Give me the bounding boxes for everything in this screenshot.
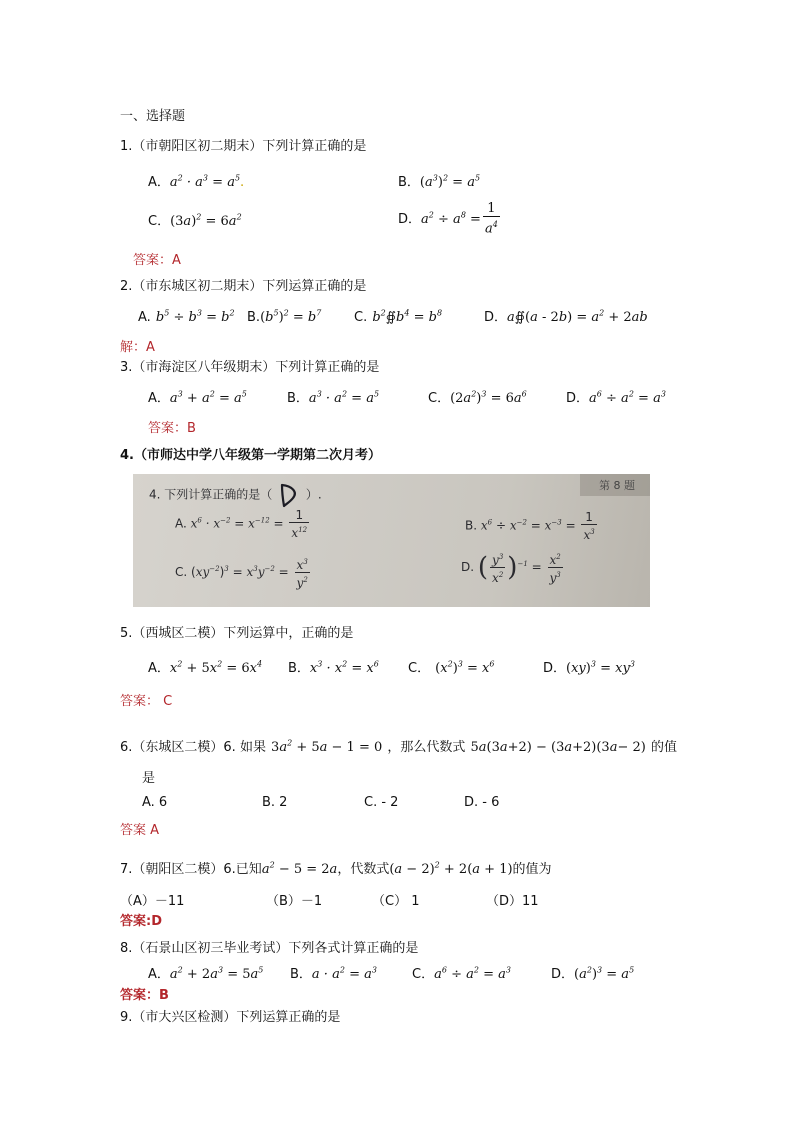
q5-answer: 答案： C [120,694,173,709]
q1-option-d: D．$a^2 \div a^8$ = $\frac{1}{a^4}$ [398,201,498,237]
q6-option-a: A. 6 [142,795,168,810]
q8-answer: 答案：B [120,988,169,1003]
q5-option-b: B．$x^3 \cdot x^2 = x^6$ [288,659,379,676]
question-1-stem: 1.（市朝阳区初二期末）下列计算正确的是 [120,139,367,154]
photo-option-d: D. ( $\frac{y^3}{x^2}$ )$^{-1}$ = $\frac{x^2}{y^3}$ [461,550,565,585]
q5-option-d: D．$(xy)^3 = xy^3$ [543,659,635,676]
question-6-stem-cont: 是 [142,771,156,786]
q1-option-c: C．$(3a)^2 = 6a^2$ [148,212,242,229]
question-4-photo [133,474,650,607]
q6-option-c: C. - 2 [364,795,399,810]
q2-option-a: A. $b^5 \div b^3 = b^2$ [138,308,235,325]
q2-option-c: C. $b^2∯b^4 = b^8$ [354,308,443,325]
q5-option-a: A．$x^2 + 5x^2 = 6x^4$ [148,659,263,676]
question-6-stem: 6.（东城区二模）6. 如果 $3a^2 + 5a - 1 = 0$ ，那么代数式 5a(3a+2) − (3a+2)(3a− 2) 的值 [120,738,677,755]
q7-answer: 答案:D [120,914,162,929]
photo-option-c: C. $(xy^{-2})^3 = x^3y^{-2}$ = $\frac{x^3}{y^2}$ [175,555,312,590]
q7-option-b: （B）－1 [266,894,323,909]
q1-option-b: B．$(a^3)^2 = a^5$ [398,173,481,190]
question-7-stem: 7.（朝阳区二模）6.已知$a^2 - 5 = 2a$，代数式$(a - 2)^2 + 2(a + 1)$的值为 [120,860,552,877]
question-3-stem: 3.（市海淀区八年级期末）下列计算正确的是 [120,360,380,375]
q3-option-a: A．$a^3 + a^2 = a^5$ [148,389,247,406]
q6-answer: 答案 A [120,823,160,838]
q2-answer: 解：A [120,340,155,355]
q2-option-d: D．a∯(a - $2b) = a^2 + 2ab$ [484,308,648,325]
q7-option-a: （A）－11 [120,894,185,909]
photo-option-b: B. $x^6 \div x^{-2} = x^{-3}$ = $\frac{1}{x^3}$ [465,510,595,542]
photo-question-text: 4. 下列计算正确的是（ ）. [149,482,322,508]
section-title: 一、选择题 [120,109,186,124]
photo-corner-label: 第 8 题 [599,479,635,492]
q3-option-c: C．$(2a^2)^3 = 6a^6$ [428,389,527,406]
handwritten-d-mark [276,482,302,508]
question-9-stem: 9.（市大兴区检测）下列运算正确的是 [120,1010,341,1025]
q6-option-b: B. 2 [262,795,288,810]
q8-option-d: D．$(a^2)^3 = a^5$ [551,965,635,982]
q5-option-c: C． $(x^2)^3 = x^6$ [408,659,495,676]
q3-option-d: D．$a^6 \div a^2 = a^3$ [566,389,666,406]
q7-option-d: （D）11 [486,894,539,909]
question-5-stem: 5.（西城区二模）下列运算中，正确的是 [120,626,354,641]
q8-option-c: C．$a^6 \div a^2 = a^3$ [412,965,511,982]
question-2-stem: 2.（市东城区初二期末）下列运算正确的是 [120,279,367,294]
q1-option-a: A．$a^2 \cdot a^3 = a^5$. [148,173,245,190]
q7-option-c: （C） 1 [372,894,420,909]
q8-option-a: A．$a^2 + 2a^3 = 5a^5$ [148,965,264,982]
q6-option-d: D. - 6 [464,795,500,810]
question-8-stem: 8.（石景山区初三毕业考试）下列各式计算正确的是 [120,941,419,956]
photo-option-a: A. $x^6 \cdot x^{-2} = x^{-12}$ = $\frac{1}{x^{12}}$ [175,508,308,540]
q3-option-b: B．$a^3 \cdot a^2 = a^5$ [287,389,380,406]
q3-answer: 答案：B [148,421,196,436]
q8-option-b: B．$a \cdot a^2 = a^3$ [290,965,377,982]
question-4-stem: 4.（市师达中学八年级第一学期第二次月考） [120,448,381,463]
q2-option-b: $B.(b^5)^2 = b^7$ [247,308,322,325]
q1-answer: 答案：A [133,253,181,268]
